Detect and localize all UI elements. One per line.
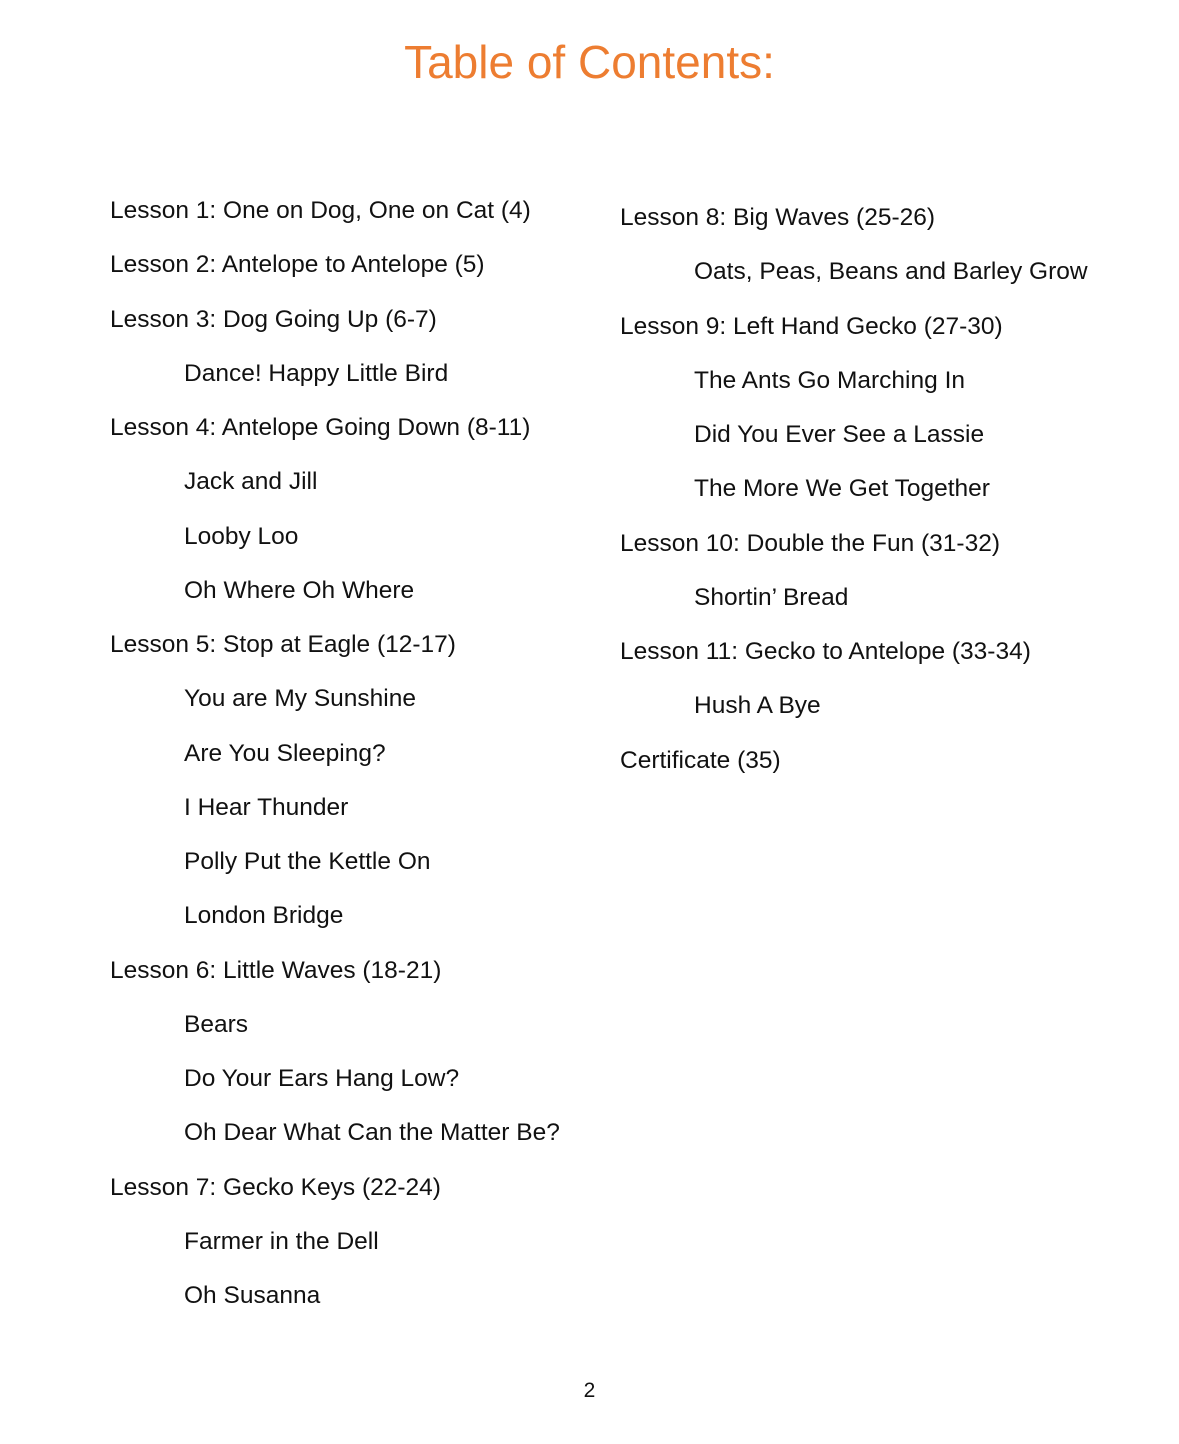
toc-song-entry: Do Your Ears Hang Low? (184, 1065, 460, 1092)
page-title: Table of Contents: (404, 36, 775, 88)
toc-song-entry: I Hear Thunder (184, 793, 349, 821)
toc-song-entry: You are My Sunshine (184, 685, 416, 713)
toc-lesson-entry: Lesson 6: Little Waves (18-21) (110, 956, 442, 984)
toc-song-entry: Jack and Jill (184, 468, 318, 496)
toc-lesson-entry: Lesson 11: Gecko to Antelope (33-34) (620, 638, 1031, 665)
toc-song-entry: Farmer in the Dell (184, 1227, 379, 1255)
toc-song-entry: The More We Get Together (694, 475, 990, 503)
toc-lesson-entry: Lesson 5: Stop at Eagle (12-17) (110, 631, 456, 658)
toc-song-entry: Are You Sleeping? (184, 739, 386, 767)
page-number: 2 (583, 1379, 596, 1402)
toc-song-entry: Oh Where Oh Where (184, 576, 415, 604)
toc-lesson-entry: Lesson 4: Antelope Going Down (8-11) (110, 414, 531, 441)
toc-lesson-entry: Lesson 9: Left Hand Gecko (27-30) (620, 312, 1003, 340)
toc-song-entry: Polly Put the Kettle On (184, 848, 431, 875)
toc-lesson-entry: Lesson 7: Gecko Keys (22-24) (110, 1173, 441, 1201)
toc-song-entry: London Bridge (184, 902, 344, 930)
toc-song-entry: The Ants Go Marching In (694, 366, 965, 394)
toc-song-entry: Shortin’ Bread (694, 583, 849, 611)
toc-song-entry: Did You Ever See a Lassie (694, 421, 985, 448)
toc-song-entry: Hush A Bye (694, 692, 821, 720)
toc-lesson-entry: Lesson 1: One on Dog, One on Cat (4) (110, 197, 531, 224)
toc-song-entry: Dance! Happy Little Bird (184, 359, 449, 387)
toc-lesson-entry: Lesson 2: Antelope to Antelope (5) (110, 251, 485, 279)
toc-lesson-entry: Lesson 10: Double the Fun (31-32) (620, 529, 1000, 557)
toc-song-entry: Oh Susanna (184, 1282, 321, 1309)
toc-song-entry: Oats, Peas, Beans and Barley Grow (694, 258, 1088, 286)
toc-song-entry: Looby Loo (184, 522, 299, 550)
toc-lesson-entry: Lesson 8: Big Waves (25-26) (620, 204, 936, 231)
toc-lesson-entry: Lesson 3: Dog Going Up (6-7) (110, 305, 437, 333)
toc-song-entry: Bears (184, 1010, 249, 1038)
toc-lesson-entry: Certificate (35) (620, 746, 781, 774)
toc-song-entry: Oh Dear What Can the Matter Be? (184, 1119, 560, 1147)
